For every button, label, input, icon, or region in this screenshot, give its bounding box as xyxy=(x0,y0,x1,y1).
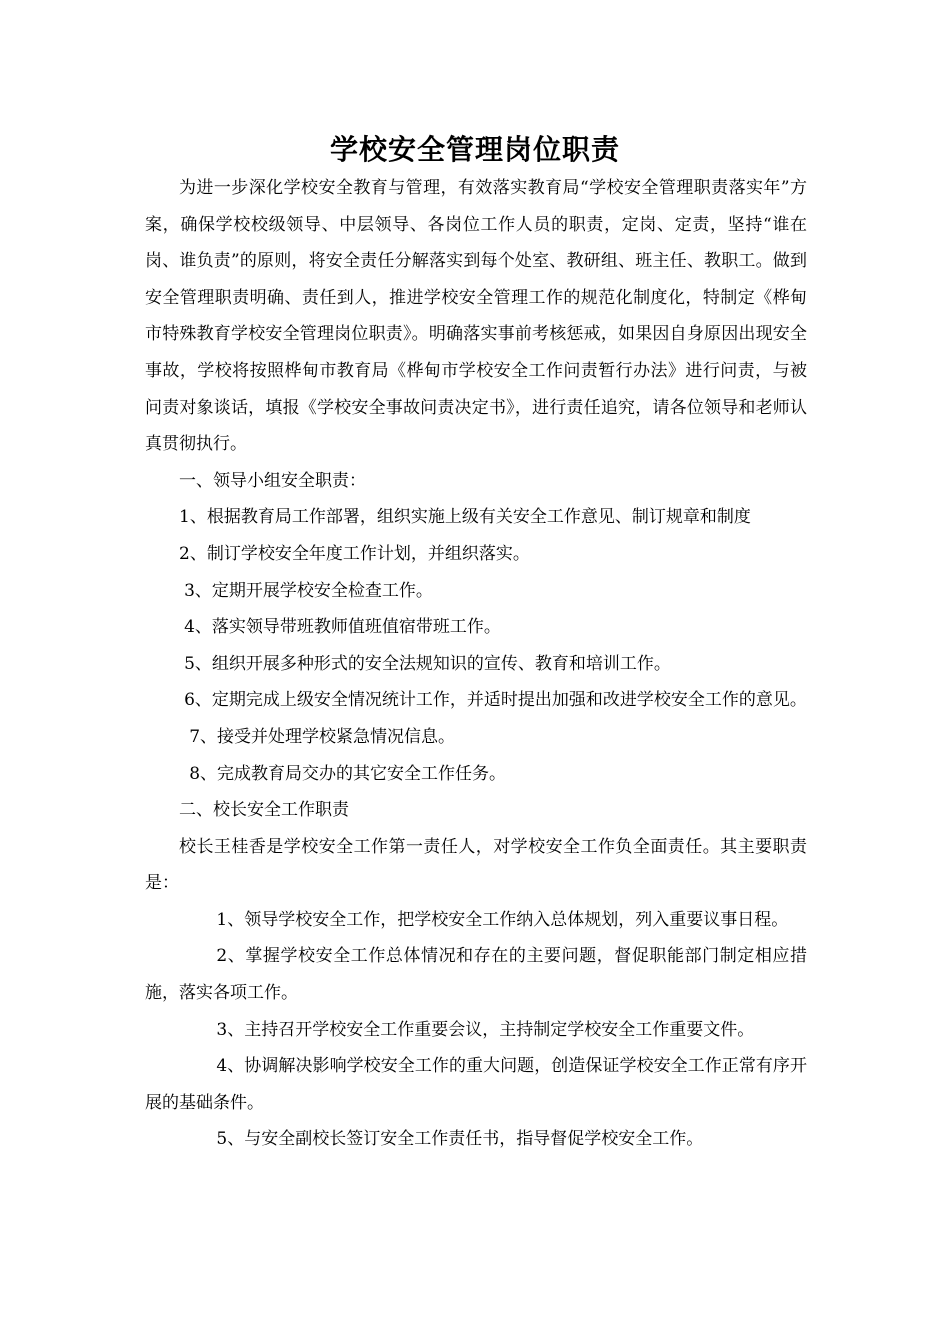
section-heading-leadership: 一、领导小组安全职责： xyxy=(179,470,366,491)
list-item: 5、与安全副校长签订安全工作责任书，指导督促学校安全工作。 xyxy=(216,1129,704,1150)
list-item: 3、主持召开学校安全工作重要会议，主持制定学校安全工作重要文件。 xyxy=(216,1019,755,1040)
principal-intro-paragraph: 校长王桂香是学校安全工作第一责任人，对学校安全工作负全面责任。其主要职责是： xyxy=(145,836,807,894)
list-item: 3、定期开展学校安全检查工作。 xyxy=(184,580,433,601)
list-item: 8、完成教育局交办的其它安全工作任务。 xyxy=(189,763,507,784)
list-item: 5、组织开展多种形式的安全法规知识的宣传、教育和培训工作。 xyxy=(184,653,671,674)
list-item: 2、制订学校安全年度工作计划，并组织落实。 xyxy=(179,543,530,564)
document-title: 学校安全管理岗位职责 xyxy=(329,133,620,166)
list-item: 4、协调解决影响学校安全工作的重大问题，创造保证学校安全工作正常有序开展的基础条件。 xyxy=(145,1056,807,1113)
list-item: 1、领导学校安全工作，把学校安全工作纳入总体规划，列入重要议事日程。 xyxy=(216,909,789,930)
list-item: 6、定期完成上级安全情况统计工作，并适时提出加强和改进学校安全工作的意见。 xyxy=(184,690,807,711)
list-item: 7、接受并处理学校紧急情况信息。 xyxy=(189,726,456,747)
document-body xyxy=(145,170,807,1158)
intro-paragraph: 为进一步深化学校安全教育与管理，有效落实教育局“学校安全管理职责落实年”方案，确保学校校级领导、中层领导、各岗位工作人员的职责，定岗、定责，坚持“谁在岗、谁负责”的原则，将安全责任分解落实到每个处室、教研组、班主任、教职工。做到安全管理职责明确、责任到人，推进学校安全管理工作的规范化制度化，特制定《桦甸市特殊教育学校安全管理岗位职责》。明确落实事前考核惩戒，如果因自身原因出现安全事故，学校将按照桦甸市教育局《桦甸市学校安全工作问责暂行办法》进行问责，与被问责对象谈话，填报《学校安全事故问责决定书》，进行责任追究，请各位领导和老师认真贯彻执行。 xyxy=(145,178,807,455)
list-item: 4、落实领导带班教师值班值宿带班工作。 xyxy=(184,617,501,638)
list-item: 2、掌握学校安全工作总体情况和存在的主要问题，督促职能部门制定相应措施，落实各项工作。 xyxy=(145,946,807,1004)
list-item: 1、根据教育局工作部署，组织实施上级有关安全工作意见、制订规章和制度 xyxy=(179,507,751,528)
section-heading-principal: 二、校长安全工作职责 xyxy=(179,800,349,821)
